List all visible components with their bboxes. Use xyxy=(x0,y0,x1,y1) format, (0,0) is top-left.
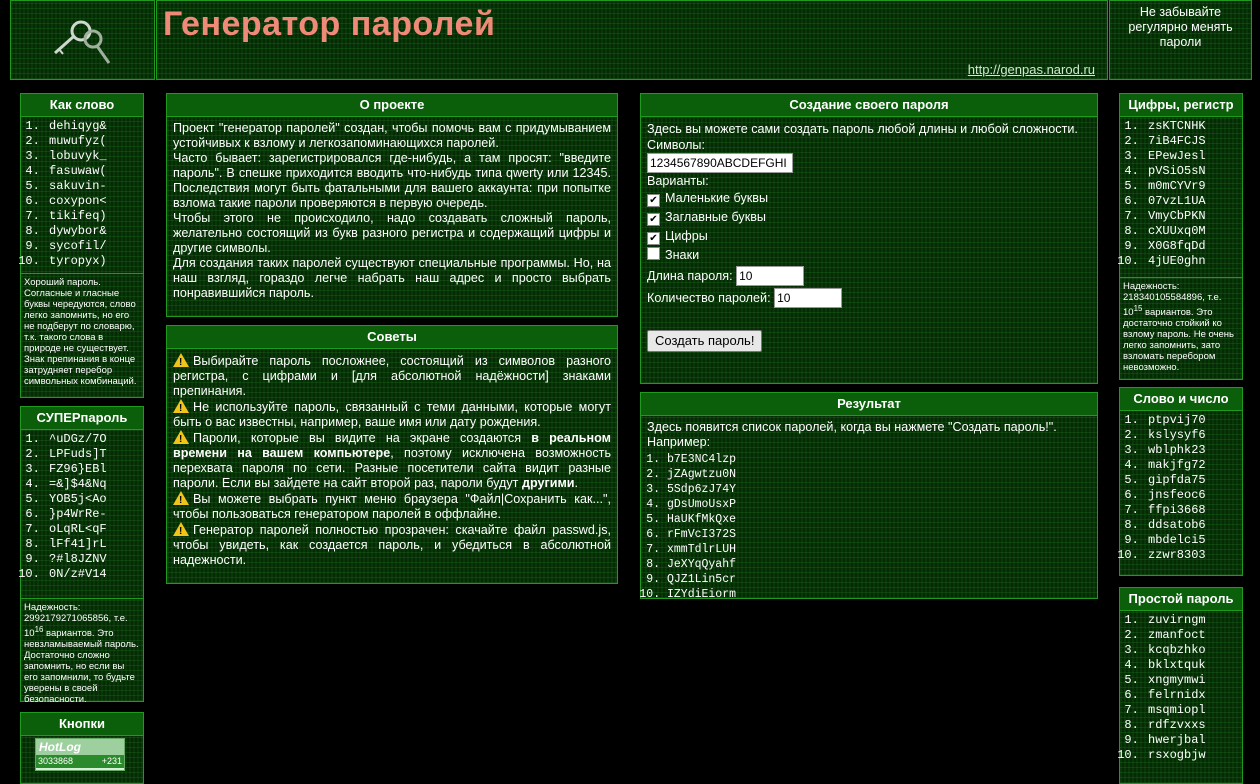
password-item: 6. jnsfeoc6 xyxy=(1146,488,1242,503)
password-list xyxy=(1120,613,1242,763)
password-item: 4. fasuwaw( xyxy=(47,164,143,179)
password-item: 5. sakuvin- xyxy=(47,179,143,194)
symbols-label: Символы: xyxy=(647,138,705,152)
password-item: 10. 0N/z#V14 xyxy=(47,567,143,582)
panel-title: Цифры, регистр xyxy=(1120,94,1242,117)
password-item: 7. tikifeq) xyxy=(47,209,143,224)
result-item: 10. IZYdiEiorm xyxy=(667,587,1091,602)
result-item: 2. jZAgwtzu0N xyxy=(667,467,1091,482)
site-url-link[interactable]: http://genpas.narod.ru xyxy=(967,62,1095,77)
tip-item: !Генератор паролей полностью прозрачен: скачайте файл passwd.js, чтобы увидеть, как создается пароль, и убедиться в абсолютной надежности. xyxy=(173,522,611,568)
panel-create-password xyxy=(640,93,1098,384)
count-label: Количество паролей: xyxy=(647,291,771,305)
password-item: 10. 4jUE0ghn xyxy=(1146,254,1242,269)
password-item: 1. dehiqyg& xyxy=(47,119,143,134)
panel-title: СУПЕРпароль xyxy=(21,407,143,430)
password-item: 1. zsKTCNHK xyxy=(1146,119,1242,134)
create-password-button[interactable]: Создать пароль! xyxy=(647,330,762,352)
header-banner xyxy=(156,0,1108,80)
about-paragraph: Проект "генератор паролей" создан, чтобы помочь вам с придумыванием устойчивых к взлому и легкозапоминающихся паролей. xyxy=(173,121,611,150)
variant-option[interactable] xyxy=(647,227,1091,246)
panel-title: Создание своего пароля xyxy=(641,94,1097,117)
password-item: 6. 07vzL1UA xyxy=(1146,194,1242,209)
keys-logo-icon xyxy=(11,1,154,79)
panel-title: Кнопки xyxy=(21,713,143,736)
panel-title: Простой пароль xyxy=(1120,588,1242,611)
result-list xyxy=(647,452,1091,602)
tip-item: !Выбирайте пароль посложнее, состоящий из символов разного регистра, с цифрами и [для абсолютной надёжности] знаками препинания. xyxy=(173,353,611,399)
variant-label: Знаки xyxy=(665,248,700,262)
result-item: 4. gDsUmoUsxP xyxy=(667,497,1091,512)
reminder-box xyxy=(1109,0,1252,80)
password-item: 2. LPFuds]T xyxy=(47,447,143,462)
password-item: 6. felrnidx xyxy=(1146,688,1242,703)
counter-today: +231 xyxy=(101,756,122,766)
password-item: 7. msqmiopl xyxy=(1146,703,1242,718)
password-item: 6. coxypon< xyxy=(47,194,143,209)
example-label: Например: xyxy=(647,435,711,449)
panel-digits-case xyxy=(1119,93,1243,380)
password-item: 8. rdfzvxxs xyxy=(1146,718,1242,733)
password-item: 3. FZ96}EBl xyxy=(47,462,143,477)
password-list xyxy=(21,119,143,269)
password-item: 3. EPewJesl xyxy=(1146,149,1242,164)
password-item: 6. }p4WrRe- xyxy=(47,507,143,522)
panel-word-number xyxy=(1119,387,1243,576)
panel-title: О проекте xyxy=(167,94,617,117)
password-item: 4. bklxtquk xyxy=(1146,658,1242,673)
tip-item: !Пароли, которые вы видите на экране создаются в реальном времени на вашем компьютере, поэтому исключена возможность перехвата пароля по сети. Разные посетители сайта видит разные пароли. Если вы зайдете на сайт второй раз, пароли будут другими. xyxy=(173,430,611,491)
password-item: 1. zuvirngm xyxy=(1146,613,1242,628)
password-item: 9. sycofil/ xyxy=(47,239,143,254)
password-item: 8. dywybor& xyxy=(47,224,143,239)
checkbox-checked[interactable]: ✔ xyxy=(647,213,660,226)
panel-note: Надежность: 218340105584896, т.е. $10^{15}$ вариантов. Это достаточно стойкий ко взлому пароль. Не очень легко запомнить, зато взломать перебором невозможно. xyxy=(1120,277,1242,377)
panel-title: Советы xyxy=(167,326,617,349)
password-item: 7. VmyCbPKN xyxy=(1146,209,1242,224)
password-item: 8. cXUUxq0M xyxy=(1146,224,1242,239)
warning-icon xyxy=(173,353,189,367)
reminder-text: Не забывайте регулярно менять пароли xyxy=(1128,5,1233,49)
password-item: 5. m0mCYVr9 xyxy=(1146,179,1242,194)
panel-simple-password xyxy=(1119,587,1243,784)
password-item: 7. oLqRL<qF xyxy=(47,522,143,537)
password-item: 9. mbdelci5 xyxy=(1146,533,1242,548)
password-list xyxy=(1120,119,1242,269)
password-item: 5. gipfda75 xyxy=(1146,473,1242,488)
panel-tips xyxy=(166,325,618,584)
logo-box xyxy=(10,0,155,80)
warning-icon xyxy=(173,491,189,505)
result-item: 8. JeXYqQyahf xyxy=(667,557,1091,572)
password-item: 1. ptpvij70 xyxy=(1146,413,1242,428)
result-item: 6. rFmVcI372S xyxy=(667,527,1091,542)
panel-as-word xyxy=(20,93,144,398)
panel-note: Хороший пароль. Согласные и гласные буквы чередуются, слово легко запомнить, но его не подберут по словарю, т.к. такого слова в природе не существует. Знак препинания в конце затрудняет перебор символьных комбинаций. xyxy=(21,273,143,391)
hotlog-counter[interactable] xyxy=(35,738,125,771)
symbols-input[interactable] xyxy=(647,153,793,173)
password-item: 1. ^uDGz/7O xyxy=(47,432,143,447)
password-item: 7. ffpi3668 xyxy=(1146,503,1242,518)
warning-icon xyxy=(173,430,189,444)
variant-label: Цифры xyxy=(665,229,708,243)
variant-option[interactable] xyxy=(647,246,1091,265)
tip-item: !Вы можете выбрать пункт меню браузера "Файл|Сохранить как...", чтобы пользоваться генератором паролей в оффлайне. xyxy=(173,491,611,522)
password-item: 10. zzwr8303 xyxy=(1146,548,1242,563)
length-input[interactable] xyxy=(736,266,804,286)
password-item: 4. =&]$4&Nq xyxy=(47,477,143,492)
length-label: Длина пароля: xyxy=(647,269,733,283)
password-item: 9. hwerjbal xyxy=(1146,733,1242,748)
result-item: 3. 5Sdp6zJ74Y xyxy=(667,482,1091,497)
panel-title: Как слово xyxy=(21,94,143,117)
panel-result xyxy=(640,392,1098,599)
result-item: 9. QJZ1Lin5cr xyxy=(667,572,1091,587)
password-list xyxy=(21,432,143,582)
variant-label: Маленькие буквы xyxy=(665,191,769,205)
password-item: 2. muwufyz( xyxy=(47,134,143,149)
result-item: 7. xmmTdlrLUH xyxy=(667,542,1091,557)
password-item: 3. kcqbzhko xyxy=(1146,643,1242,658)
checkbox-checked[interactable]: ✔ xyxy=(647,194,660,207)
password-item: 10. tyropyx) xyxy=(47,254,143,269)
password-item: 5. YOB5j<Ao xyxy=(47,492,143,507)
password-item: 8. lFf41]rL xyxy=(47,537,143,552)
warning-icon xyxy=(173,399,189,413)
password-item: 4. makjfg72 xyxy=(1146,458,1242,473)
counter-total: 3033868 xyxy=(38,756,74,766)
about-paragraph: Для создания таких паролей существуют специальные программы. Но, на наш взгляд, гораздо легче набрать наш адрес и просто выбрать понравившийся пароль. xyxy=(173,256,611,300)
checkbox-checked[interactable]: ✔ xyxy=(647,232,660,245)
warning-icon xyxy=(173,522,189,536)
password-item: 2. zmanfoct xyxy=(1146,628,1242,643)
tip-item: !Не используйте пароль, связанный с теми данными, которые могут быть о вас известны, например, ваше имя или дату рождения. xyxy=(173,399,611,430)
password-item: 5. xngmymwi xyxy=(1146,673,1242,688)
variants-label: Варианты: xyxy=(647,174,709,188)
password-item: 9. X0G8fqDd xyxy=(1146,239,1242,254)
panel-super-password xyxy=(20,406,144,706)
password-item: 10. rsxogbjw xyxy=(1146,748,1242,763)
variant-label: Заглавные буквы xyxy=(665,210,766,224)
password-item: 2. kslysyf6 xyxy=(1146,428,1242,443)
password-item: 2. 7iB4FCJS xyxy=(1146,134,1242,149)
panel-note: Надежность: 2992179271065856, т.е. $10^{16}$ вариантов. Это невзламываемый пароль. Достаточно сложно запомнить, но если вы его запомнили, то будьте уверены в своей безопасности. xyxy=(21,598,143,709)
result-intro: Здесь появится список паролей, когда вы нажмете "Создать пароль!". xyxy=(647,420,1057,434)
password-item: 3. lobuvyk_ xyxy=(47,149,143,164)
result-item: 1. b7E3NC4lzp xyxy=(667,452,1091,467)
create-intro: Здесь вы можете сами создать пароль любой длины и любой сложности. xyxy=(647,122,1078,136)
variant-option[interactable] xyxy=(647,189,1091,208)
panel-buttons xyxy=(20,712,144,784)
checkbox-unchecked[interactable] xyxy=(647,247,660,260)
panel-title: Слово и число xyxy=(1120,388,1242,411)
password-item: 4. pVSiO5sN xyxy=(1146,164,1242,179)
password-item: 8. ddsatob6 xyxy=(1146,518,1242,533)
password-list xyxy=(1120,413,1242,563)
panel-about xyxy=(166,93,618,317)
result-item: 5. HaUKfMkQxe xyxy=(667,512,1091,527)
hotlog-logo: HotLog xyxy=(36,739,124,755)
variant-option[interactable] xyxy=(647,208,1091,227)
password-item: 3. wblphk23 xyxy=(1146,443,1242,458)
about-paragraph: Часто бывает: зарегистрировался где-нибудь, а там просят: "введите пароль". В спешке приходится вводить что-нибудь типа qwerty или 12345. Последствия могут быть фатальными для вашего аккаунта: при попытке взлома такие пароли проверяются в первую очередь. xyxy=(173,151,611,210)
about-paragraph: Чтобы этого не происходило, надо создавать сложный пароль, желательно состоящий из букв разного регистра и содержащий цифры и другие символы. xyxy=(173,211,611,255)
password-item: 9. ?#l8JZNV xyxy=(47,552,143,567)
count-input[interactable] xyxy=(774,288,842,308)
site-title: Генератор паролей xyxy=(163,5,496,43)
panel-title: Результат xyxy=(641,393,1097,416)
